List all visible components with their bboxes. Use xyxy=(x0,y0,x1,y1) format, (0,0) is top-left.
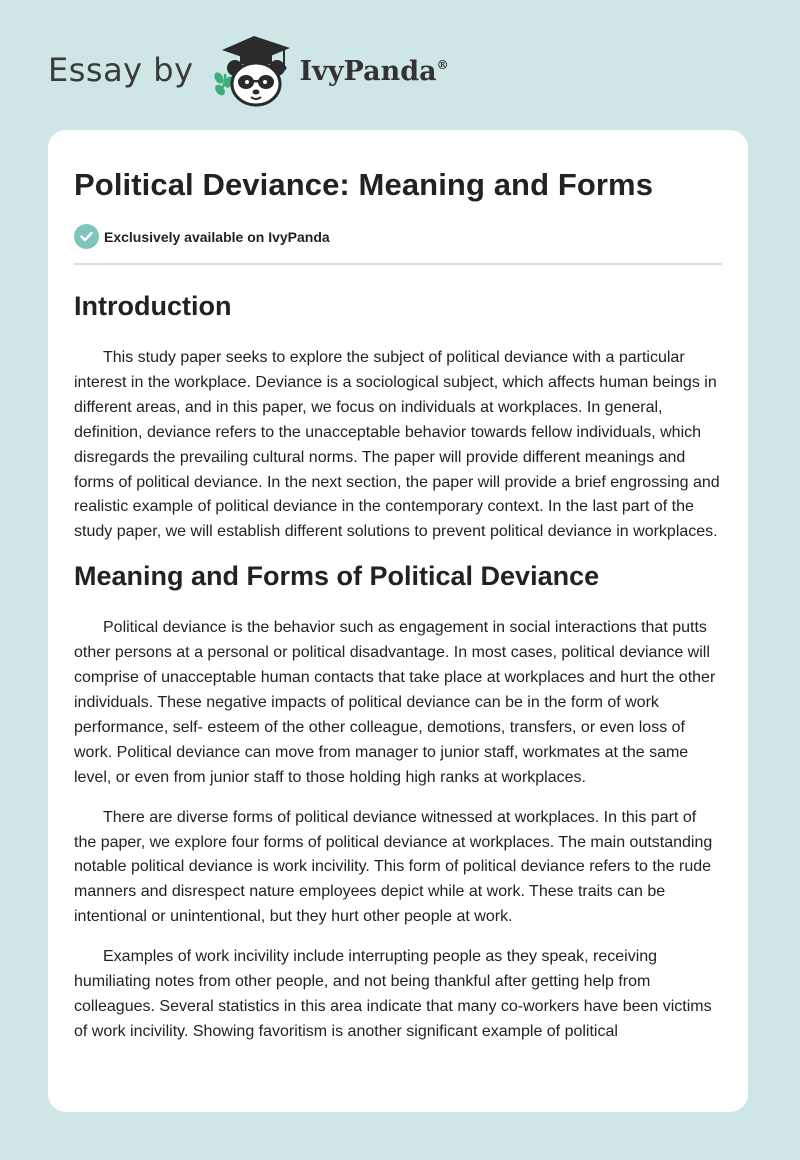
brand-name[interactable] xyxy=(300,56,449,87)
exclusive-badge xyxy=(74,224,722,249)
panda-graduate-logo-icon[interactable] xyxy=(210,30,296,110)
paragraph: Examples of work incivility include interrupting people as they speak, receiving humiliating notes from other people, and not being thankful after getting help from colleagues. Several statistics in this area indicate that many co-workers have been victims of work incivility. Showing favoritism is another significant example of political xyxy=(74,948,712,1040)
registered-mark: ® xyxy=(436,57,449,72)
paragraph: Political deviance is the behavior such as engagement in social interactions that putts other persons at a personal or political disadvantage. In most cases, political deviance will comprise of unacceptable human contacts that take place at workplaces and hurt the other individuals. These negative impacts of political deviance can be in the form of work performance, self- esteem of the other colleague, demotions, transfers, or even loss of work. Political deviance can move from manager to junior staff, workmates at the same level, or even from junior staff to those holding high ranks at workplaces. xyxy=(74,619,716,786)
brand-label: IvyPanda xyxy=(299,55,437,87)
essay-by-label: Essay by xyxy=(48,51,194,89)
badge-label: Exclusively available on IvyPanda xyxy=(104,228,330,245)
paragraph: There are diverse forms of political deviance witnessed at workplaces. In this part of the paper, we explore four forms of political deviance at workplaces. The main outstanding notable political deviance is work incivility. This form of political deviance refers to the rude manners and disrespect nature employees depict while at work. These traits can be intentional or unintentional, but they hurt other people at work. xyxy=(74,808,713,926)
article-card xyxy=(48,130,748,1112)
check-circle-icon xyxy=(74,224,99,249)
title-divider xyxy=(74,263,722,265)
section-heading-meaning-forms: Meaning and Forms of Political Deviance xyxy=(74,561,600,592)
page-title: Political Deviance: Meaning and Forms xyxy=(74,167,654,202)
site-header xyxy=(48,30,449,110)
section-heading-introduction: Introduction xyxy=(74,291,232,321)
paragraph: This study paper seeks to explore the subject of political deviance with a particular interest in the workplace. Deviance is a sociological subject, which affects human beings in different areas, and in this paper, we focus on individuals at workplaces. In general, definition, deviance refers to the unacceptable behavior towards fellow individuals, which disregards the prevailing cultural norms. The paper will provide different meanings and forms of political deviance. In the next section, the paper will provide a brief engrossing and realistic example of political deviance in the contemporary context. In the last part of the study paper, we will establish different solutions to prevent political deviance in workplaces. xyxy=(74,349,720,541)
